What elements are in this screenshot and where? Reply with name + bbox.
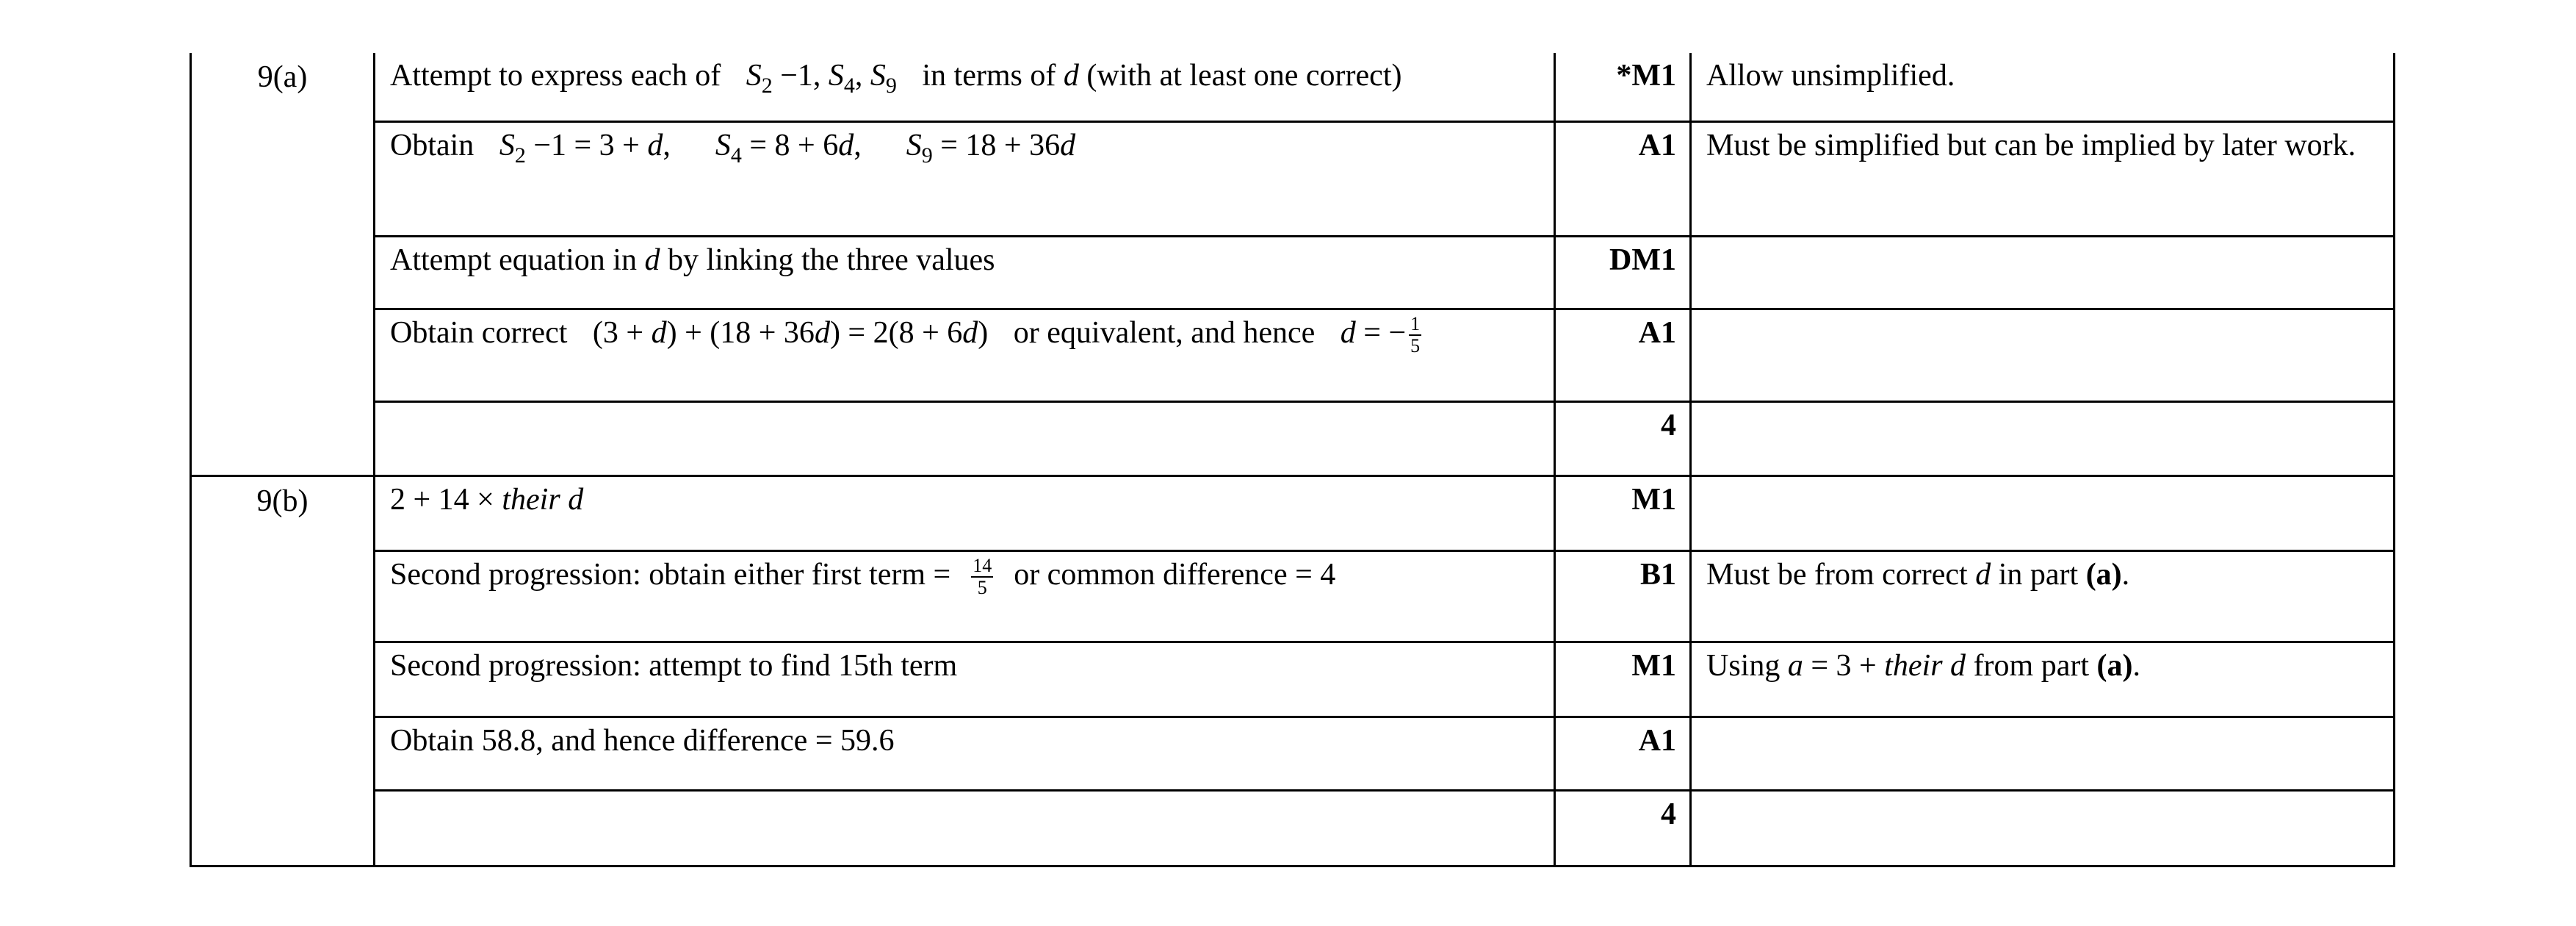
table-row [191, 550, 2395, 642]
guidance-cell: Using a = 3 + their d from part (a). [1691, 642, 2395, 717]
mark-code: DM1 [1555, 236, 1691, 309]
answer-cell: Obtain 58.8, and hence difference = 59.6 [375, 717, 1555, 790]
math-s4: $S_4$ [828, 59, 855, 98]
mark-total: 4 [1555, 790, 1691, 866]
mark-code: B1 [1555, 550, 1691, 642]
guidance-cell: Allow unsimplified. [1691, 53, 2395, 121]
guidance-cell [1691, 717, 2395, 790]
mark-code: *M1 [1555, 53, 1691, 121]
answer-cell: Obtain $S_2 -1 = 3 + d$, $S_4 = 8 + 6d$, $S_9 = 18 + 36d$ [375, 121, 1555, 236]
mark-code: A1 [1555, 309, 1691, 401]
fraction: $\frac{14}{5}$ [973, 554, 992, 598]
table-row [191, 53, 2395, 121]
guidance-cell [1691, 790, 2395, 866]
answer-cell: Attempt to express each of $S_2 -1$, $S_4$, $S_9$ in terms of d (with at least one correct) [375, 53, 1555, 121]
guidance-cell [1691, 309, 2395, 401]
table-row [191, 642, 2395, 717]
guidance-cell [1691, 475, 2395, 550]
table-row [191, 121, 2395, 236]
guidance-cell [1691, 401, 2395, 475]
answer-cell [375, 790, 1555, 866]
mark-scheme-table [190, 53, 2395, 867]
question-number: 9(b) [191, 475, 375, 866]
answer-cell: 2 + 14 × their d [375, 475, 1555, 550]
mark-code: A1 [1555, 121, 1691, 236]
answer-text: Attempt to express each of [390, 59, 721, 93]
fraction: $\frac{1}{5}$ [1410, 312, 1421, 356]
mark-scheme-page [190, 53, 2393, 867]
math-s9: $S_9$ [870, 59, 897, 98]
guidance-cell [1691, 236, 2395, 309]
mark-code: M1 [1555, 642, 1691, 717]
table-row [191, 401, 2395, 475]
table-row [191, 236, 2395, 309]
guidance-cell: Must be from correct d in part (a). [1691, 550, 2395, 642]
table-row [191, 717, 2395, 790]
question-number: 9(a) [191, 53, 375, 475]
mark-code: M1 [1555, 475, 1691, 550]
mark-code: A1 [1555, 717, 1691, 790]
answer-cell: Attempt equation in d by linking the three values [375, 236, 1555, 309]
answer-cell: Second progression: attempt to find 15th term [375, 642, 1555, 717]
math-s2: $S_2$ [746, 59, 773, 98]
answer-cell [375, 401, 1555, 475]
answer-cell: Second progression: obtain either first term = $\frac{14}{5}$ or common difference = 4 [375, 550, 1555, 642]
guidance-cell: Must be simplified but can be implied by later work. [1691, 121, 2395, 236]
answer-cell: Obtain correct (3 + d) + (18 + 36d) = 2(8 + 6d) or equivalent, and hence d = − $\frac{1}{5}$ [375, 309, 1555, 401]
table-row [191, 475, 2395, 550]
mark-total: 4 [1555, 401, 1691, 475]
table-row [191, 790, 2395, 866]
table-row [191, 309, 2395, 401]
